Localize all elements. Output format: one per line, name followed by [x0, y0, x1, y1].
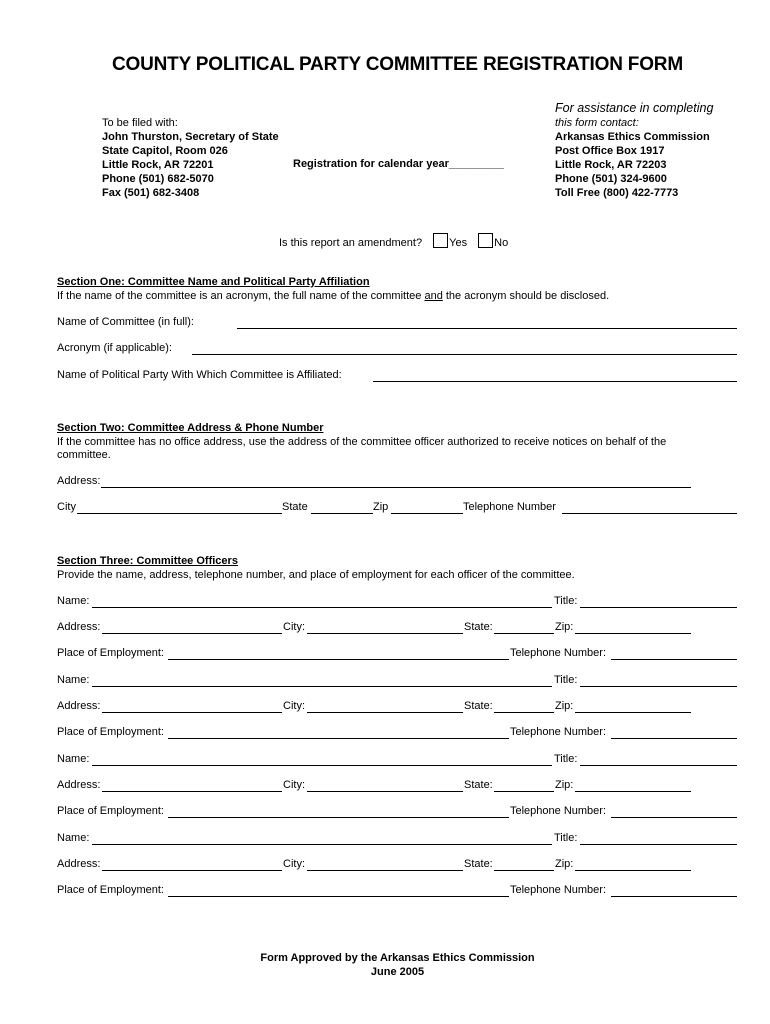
officer-title-label: Title:	[554, 753, 578, 765]
committee-name-row	[57, 316, 737, 330]
right-contact-line: Toll Free (800) 422-7773	[555, 187, 679, 199]
officer-state-label: State:	[464, 700, 493, 712]
committee-zip-label: Zip	[373, 501, 389, 513]
left-contact-line: John Thurston, Secretary of State	[102, 131, 279, 143]
officer-zip-field[interactable]	[575, 633, 691, 634]
officer-title-label: Title:	[554, 595, 578, 607]
officer-state-field[interactable]	[494, 633, 554, 634]
approval-note: Form Approved by the Arkansas Ethics Commission	[260, 952, 535, 964]
officer-phone-label: Telephone Number:	[510, 647, 607, 659]
section-three-heading: Section Three: Committee Officers	[57, 555, 238, 567]
amendment-row	[279, 233, 508, 249]
committee-state-label: State	[282, 501, 308, 513]
officer-title-label: Title:	[554, 832, 578, 844]
committee-phone-field[interactable]	[562, 513, 737, 514]
contact-intro: this form contact:	[555, 117, 639, 129]
officer-address-label: Address:	[57, 858, 101, 870]
officer-address-row	[57, 858, 737, 872]
officer-title-field[interactable]	[580, 686, 737, 687]
right-contact-line: Phone (501) 324-9600	[555, 173, 667, 185]
committee-name-field[interactable]	[237, 328, 737, 329]
officer-employment-field[interactable]	[168, 817, 509, 818]
section-one-desc-text: If the name of the committee is an acronym, the full name of the committee	[57, 290, 425, 302]
officer-city-field[interactable]	[307, 712, 463, 713]
approval-date: June 2005	[370, 966, 425, 978]
acronym-row	[57, 342, 737, 356]
officer-state-label: State:	[464, 858, 493, 870]
right-contact	[555, 116, 710, 200]
no-checkbox[interactable]	[478, 233, 493, 248]
officer-name-row	[57, 674, 737, 688]
officer-title-field[interactable]	[580, 844, 737, 845]
left-contact	[102, 116, 279, 200]
officer-city-field[interactable]	[307, 870, 463, 871]
officer-employment-row	[57, 884, 737, 898]
form-title: COUNTY POLITICAL PARTY COMMITTEE REGISTRATION FORM	[112, 54, 683, 75]
officer-name-label: Name:	[57, 595, 90, 607]
officer-city-field[interactable]	[307, 633, 463, 634]
officer-zip-label: Zip:	[555, 700, 574, 712]
officer-address-row	[57, 779, 737, 793]
officer-zip-label: Zip:	[555, 779, 574, 791]
officer-city-label: City:	[283, 700, 305, 712]
officer-phone-field[interactable]	[611, 896, 737, 897]
officer-address-field[interactable]	[102, 633, 282, 634]
assistance-note: For assistance in completing	[555, 101, 714, 115]
committee-zip-field[interactable]	[391, 513, 463, 514]
section-three-description: Provide the name, address, telephone number, and place of employment for each officer of the committee.	[57, 569, 575, 581]
officer-title-label: Title:	[554, 674, 578, 686]
acronym-field[interactable]	[192, 354, 737, 355]
officer-phone-label: Telephone Number:	[510, 726, 607, 738]
officer-employment-row	[57, 647, 737, 661]
officer-city-label: City:	[283, 779, 305, 791]
officer-employment-field[interactable]	[168, 738, 509, 739]
left-contact-line: Little Rock, AR 72201	[102, 159, 214, 171]
section-two-heading: Section Two: Committee Address & Phone Number	[57, 422, 324, 434]
filed-with-intro: To be filed with:	[102, 117, 178, 129]
officer-title-field[interactable]	[580, 765, 737, 766]
officer-phone-label: Telephone Number:	[510, 805, 607, 817]
officer-zip-field[interactable]	[575, 712, 691, 713]
party-row	[57, 369, 737, 383]
left-contact-line: Phone (501) 682-5070	[102, 173, 214, 185]
officer-name-row	[57, 753, 737, 767]
officer-state-label: State:	[464, 621, 493, 633]
officer-address-row	[57, 700, 737, 714]
party-label: Name of Political Party With Which Committee is Affiliated:	[57, 369, 342, 381]
right-contact-line: Post Office Box 1917	[555, 145, 665, 157]
officer-employment-field[interactable]	[168, 896, 509, 897]
no-label: No	[494, 237, 509, 249]
committee-city-field[interactable]	[77, 513, 282, 514]
committee-city-row	[57, 501, 737, 515]
officer-address-label: Address:	[57, 700, 101, 712]
officer-employment-row	[57, 805, 737, 819]
officer-zip-field[interactable]	[575, 791, 691, 792]
committee-phone-label: Telephone Number	[463, 501, 556, 513]
right-contact-line: Little Rock, AR 72203	[555, 159, 667, 171]
section-one-heading: Section One: Committee Name and Political Party Affiliation	[57, 276, 370, 288]
officer-employment-label: Place of Employment:	[57, 726, 164, 738]
officer-employment-field[interactable]	[168, 659, 509, 660]
officer-state-label: State:	[464, 779, 493, 791]
committee-city-label: City	[57, 501, 76, 513]
form-footer	[0, 951, 770, 979]
officer-name-label: Name:	[57, 674, 90, 686]
section-one-description	[57, 290, 609, 302]
officer-name-field[interactable]	[92, 765, 552, 766]
officer-employment-label: Place of Employment:	[57, 805, 164, 817]
acronym-label: Acronym (if applicable):	[57, 342, 172, 354]
officer-name-row	[57, 595, 737, 609]
officer-state-field[interactable]	[494, 870, 554, 871]
officer-phone-field[interactable]	[611, 738, 737, 739]
officer-name-field[interactable]	[92, 844, 552, 845]
officer-address-label: Address:	[57, 621, 101, 633]
officer-city-label: City:	[283, 621, 305, 633]
officer-name-field[interactable]	[92, 686, 552, 687]
section-one-desc-text-end: the acronym should be disclosed.	[442, 290, 610, 302]
committee-address-row	[57, 475, 737, 489]
officer-employment-label: Place of Employment:	[57, 647, 164, 659]
amendment-question: Is this report an amendment?	[279, 237, 423, 249]
committee-name-label: Name of Committee (in full):	[57, 316, 194, 328]
officer-city-label: City:	[283, 858, 305, 870]
officer-title-field[interactable]	[580, 607, 737, 608]
left-contact-line: Fax (501) 682-3408	[102, 187, 200, 199]
officer-address-label: Address:	[57, 779, 101, 791]
officer-state-field[interactable]	[494, 712, 554, 713]
left-contact-line: State Capitol, Room 026	[102, 145, 228, 157]
officer-address-field[interactable]	[102, 712, 282, 713]
committee-address-field[interactable]	[101, 487, 691, 488]
officer-state-field[interactable]	[494, 791, 554, 792]
officer-name-field[interactable]	[92, 607, 552, 608]
officer-address-row	[57, 621, 737, 635]
party-field[interactable]	[373, 381, 737, 382]
committee-address-label: Address:	[57, 475, 101, 487]
officer-name-row	[57, 832, 737, 846]
right-contact-line: Arkansas Ethics Commission	[555, 131, 710, 143]
officer-address-field[interactable]	[102, 791, 282, 792]
officer-name-label: Name:	[57, 753, 90, 765]
section-two-description: If the committee has no office address, use the address of the committee officer authorized to receive notices on behalf of the committee.	[57, 436, 667, 461]
registration-year-field[interactable]: Registration for calendar year_________	[293, 158, 504, 170]
officer-name-label: Name:	[57, 832, 90, 844]
yes-label: Yes	[449, 237, 468, 249]
officer-employment-label: Place of Employment:	[57, 884, 164, 896]
officer-city-field[interactable]	[307, 791, 463, 792]
officer-zip-label: Zip:	[555, 858, 574, 870]
officer-phone-field[interactable]	[611, 817, 737, 818]
officer-zip-label: Zip:	[555, 621, 574, 633]
yes-checkbox[interactable]	[433, 233, 448, 248]
committee-state-field[interactable]	[311, 513, 373, 514]
officer-address-field[interactable]	[102, 870, 282, 871]
officer-employment-row	[57, 726, 737, 740]
officer-phone-label: Telephone Number:	[510, 884, 607, 896]
officer-phone-field[interactable]	[611, 659, 737, 660]
section-one-desc-and: and	[424, 290, 443, 302]
officer-zip-field[interactable]	[575, 870, 691, 871]
